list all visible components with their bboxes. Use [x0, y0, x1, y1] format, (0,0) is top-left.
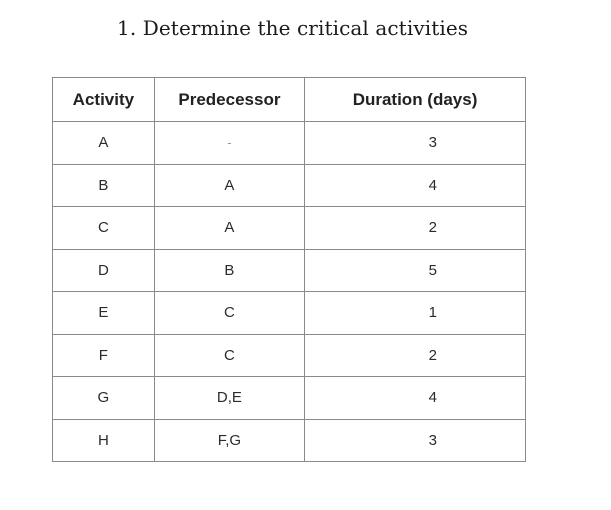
cell-activity: D	[53, 249, 155, 292]
cell-activity: F	[53, 334, 155, 377]
table-row	[53, 207, 526, 250]
header-activity: Activity	[53, 78, 155, 122]
cell-predecessor: A	[154, 207, 304, 250]
header-duration: Duration (days)	[305, 78, 526, 122]
cell-activity: C	[53, 207, 155, 250]
cell-activity: E	[53, 292, 155, 335]
cell-duration: 1	[305, 292, 526, 335]
cell-predecessor: B	[154, 249, 304, 292]
header-predecessor: Predecessor	[154, 78, 304, 122]
activity-table-container	[52, 77, 526, 462]
cell-predecessor: D,E	[154, 377, 304, 420]
cell-predecessor: C	[154, 292, 304, 335]
cell-duration: 4	[305, 164, 526, 207]
activity-table	[52, 77, 526, 462]
cell-predecessor: F,G	[154, 419, 304, 462]
cell-duration: 4	[305, 377, 526, 420]
cell-predecessor: C	[154, 334, 304, 377]
cell-predecessor: -	[154, 122, 304, 165]
cell-duration: 3	[305, 122, 526, 165]
cell-activity: H	[53, 419, 155, 462]
table-row	[53, 122, 526, 165]
table-row	[53, 292, 526, 335]
question-title: 1. Determine the critical activities	[117, 16, 469, 40]
table-row	[53, 164, 526, 207]
table-row	[53, 334, 526, 377]
cell-duration: 5	[305, 249, 526, 292]
cell-duration: 2	[305, 334, 526, 377]
cell-duration: 3	[305, 419, 526, 462]
cell-activity: G	[53, 377, 155, 420]
table-row	[53, 377, 526, 420]
cell-activity: B	[53, 164, 155, 207]
cell-duration: 2	[305, 207, 526, 250]
table-header-row	[53, 78, 526, 122]
table-row	[53, 419, 526, 462]
table-row	[53, 249, 526, 292]
cell-predecessor: A	[154, 164, 304, 207]
cell-activity: A	[53, 122, 155, 165]
